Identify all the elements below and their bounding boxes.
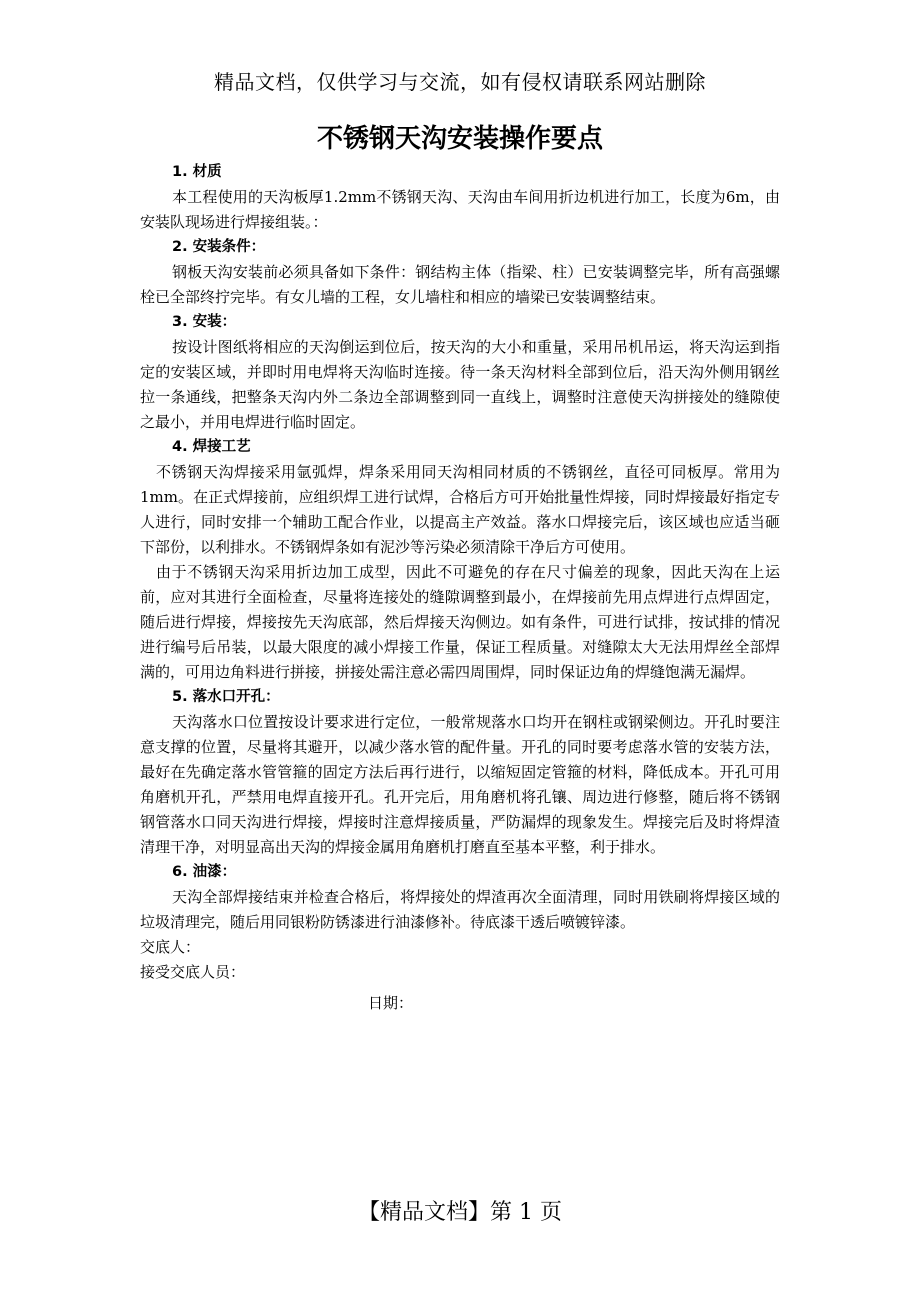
section-paragraph: 不锈钢天沟焊接采用氩弧焊，焊条采用同天沟相同材质的不锈钢丝，直径可同板厚。常用为1mm。在正式焊接前，应组织焊工进行试焊，合格后方可开始批量性焊接，同时焊接最好指定专人进行，同时安排一个辅助工配合作业，以提高主产效益。落水口焊接完后，该区域也应适当砸下部份，以利排水。不锈钢焊条如有泥沙等污染必须清除干净后方可使用。 bbox=[140, 463, 780, 556]
document-title: 不锈钢天沟安装操作要点 bbox=[316, 124, 603, 154]
section-heading: 6. 油漆： bbox=[172, 864, 237, 880]
section-heading: 1. 材质 bbox=[172, 164, 222, 180]
section-paragraph: 由于不锈钢天沟采用折边加工成型，因此不可避免的存在尺寸偏差的现象，因此天沟在上运前，应对其进行全面检查，尽量将连接处的缝隙调整到最小，在焊接前先用点焊进行点焊固定，随后进行焊接，焊接按先天沟底部，然后焊接天沟侧边。如有条件，可进行试排，按试排的情况进行编号后吊装，以最大限度的减小焊接工作量，保证工程质量。对缝隙太大无法用焊丝全部焊满的，可用边角料进行拼接，拼接处需注意必需四周围焊，同时保证边角的焊缝饱满无漏焊。 bbox=[140, 563, 780, 681]
header-disclaimer: 精品文档，仅供学习与交流，如有侵权请联系网站删除 bbox=[214, 70, 706, 94]
document-body bbox=[140, 160, 780, 1016]
section-paragraph: 本工程使用的天沟板厚1.2mm不锈钢天沟、天沟由车间用折边机进行加工，长度为6m，由安装队现场进行焊接组装。： bbox=[140, 188, 780, 231]
page-footer: 【精品文档】第 1 页 bbox=[358, 1200, 562, 1225]
section-paragraph: 钢板天沟安装前必须具备如下条件：钢结构主体（指梁、柱）已安装调整完毕，所有高强螺栓已全部终拧完毕。有女儿墙的工程，女儿墙柱和相应的墙梁已安装调整结束。 bbox=[140, 263, 780, 306]
section-paragraph: 按设计图纸将相应的天沟倒运到位后，按天沟的大小和重量，采用吊机吊运，将天沟运到指定的安装区域，并即时用电焊将天沟临时连接。待一条天沟材料全部到位后，沿天沟外侧用钢丝拉一条通线，把整条天沟内外二条边全部调整到同一直线上，调整时注意使天沟拼接处的缝隙使之最小，并用电焊进行临时固定。 bbox=[140, 338, 780, 431]
presenter-label: 交底人： bbox=[140, 938, 201, 956]
section-heading: 5. 落水口开孔： bbox=[172, 689, 280, 705]
date-label: 日期： bbox=[368, 994, 414, 1012]
section-heading: 3. 安装： bbox=[172, 314, 237, 330]
section-heading: 4. 焊接工艺 bbox=[172, 439, 251, 455]
section-paragraph: 天沟全部焊接结束并检查合格后，将焊接处的焊渣再次全面清理，同时用铁刷将焊接区域的垃圾清理完，随后用同银粉防锈漆进行油漆修补。待底漆干透后喷镀锌漆。 bbox=[140, 888, 780, 931]
section-heading: 2. 安装条件： bbox=[172, 239, 266, 255]
section-paragraph: 天沟落水口位置按设计要求进行定位，一般常规落水口均开在钢柱或钢梁侧边。开孔时要注意支撑的位置，尽量将其避开，以减少落水管的配件量。开孔的同时要考虑落水管的安装方法，最好在先确定落水管管箍的固定方法后再行进行，以缩短固定管箍的材料，降低成本。开孔可用角磨机开孔，严禁用电焊直接开孔。孔开完后，用角磨机将孔镶、周边进行修整，随后将不锈钢钢管落水口同天沟进行焊接，焊接时注意焊接质量，严防漏焊的现象发生。焊接完后及时将焊渣清理干净，对明显高出天沟的焊接金属用角磨机打磨直至基本平整，利于排水。 bbox=[140, 713, 780, 856]
receivers-label: 接受交底人员： bbox=[140, 963, 246, 981]
